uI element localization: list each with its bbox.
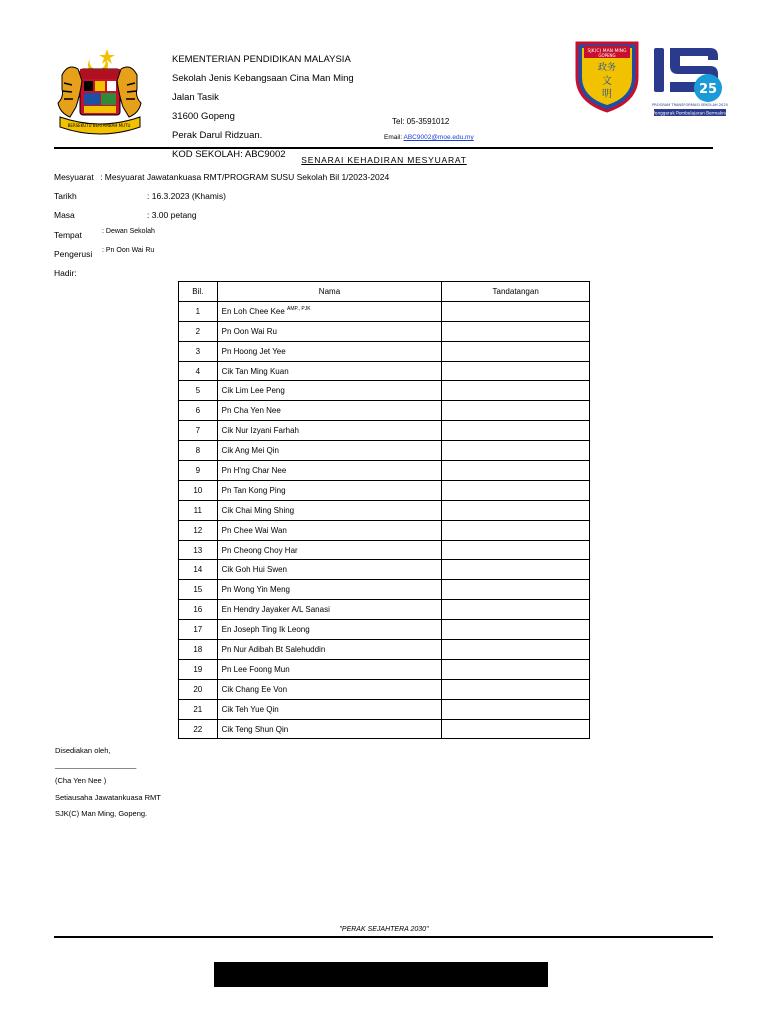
svg-text:PROGRAM TRANSFORMASI SEKOLAH 2: PROGRAM TRANSFORMASI SEKOLAH 2025 xyxy=(652,103,728,107)
attendee-name-cell xyxy=(217,341,442,361)
attendee-name: Pn H'ng Char Nee xyxy=(221,465,287,475)
redaction-bar xyxy=(214,962,548,987)
header-name: Nama xyxy=(217,282,442,302)
table-row xyxy=(179,321,590,341)
attendee-name: En Loh Chee Kee xyxy=(221,307,285,317)
table-row xyxy=(179,600,590,620)
table-row xyxy=(179,500,590,520)
row-number: 12 xyxy=(179,520,218,540)
ts25-logo xyxy=(650,40,730,118)
attendee-name-cell xyxy=(217,679,442,699)
signature-cell[interactable] xyxy=(442,679,590,699)
signature-cell[interactable] xyxy=(442,361,590,381)
signature-cell[interactable] xyxy=(442,401,590,421)
attendee-name-cell xyxy=(217,719,442,739)
time-label: Masa xyxy=(54,210,75,220)
table-row xyxy=(179,401,590,421)
row-number: 14 xyxy=(179,560,218,580)
svg-text:文: 文 xyxy=(602,76,612,87)
attendee-name: Cik Teh Yue Qin xyxy=(221,704,279,714)
meeting-label: Mesyuarat xyxy=(54,172,94,182)
signature-cell[interactable] xyxy=(442,580,590,600)
signature-cell[interactable] xyxy=(442,640,590,660)
attendee-name-cell xyxy=(217,500,442,520)
attendee-name: Pn Hoong Jet Yee xyxy=(221,346,286,356)
row-number: 1 xyxy=(179,301,218,321)
prepared-by: Disediakan oleh, xyxy=(55,746,111,755)
time-value: : 3.00 petang xyxy=(147,210,197,220)
table-row xyxy=(179,640,590,660)
date-value: : 16.3.2023 (Khamis) xyxy=(147,191,226,201)
table-row xyxy=(179,341,590,361)
attendee-name: Pn Cha Yen Nee xyxy=(221,406,281,416)
signature-cell[interactable] xyxy=(442,620,590,640)
attendee-name: Pn Wong Yin Meng xyxy=(221,585,290,595)
svg-text:明: 明 xyxy=(602,89,612,100)
row-number: 3 xyxy=(179,341,218,361)
email-line xyxy=(384,134,474,141)
signature-cell[interactable] xyxy=(442,341,590,361)
document-title xyxy=(0,155,768,165)
table-row xyxy=(179,719,590,739)
row-number: 19 xyxy=(179,659,218,679)
attendee-name-cell xyxy=(217,640,442,660)
email-label: Email: xyxy=(384,134,403,141)
row-number: 15 xyxy=(179,580,218,600)
state-name: Perak Darul Ridzuan. xyxy=(172,130,263,141)
signature-cell[interactable] xyxy=(442,500,590,520)
table-row xyxy=(179,520,590,540)
attendee-name-cell xyxy=(217,401,442,421)
attendance-table xyxy=(178,281,590,739)
table-row xyxy=(179,580,590,600)
table-row xyxy=(179,659,590,679)
malaysia-coat-of-arms-logo xyxy=(52,45,147,137)
table-row xyxy=(179,560,590,580)
present-label: Hadir: xyxy=(54,268,77,278)
attendee-name-cell xyxy=(217,441,442,461)
table-row xyxy=(179,441,590,461)
school-crest-logo xyxy=(574,40,640,114)
header-signature: Tandatangan xyxy=(442,282,590,302)
attendee-name: Pn Nur Adibah Bt Salehuddin xyxy=(221,644,326,654)
header-number: Bil. xyxy=(179,282,218,302)
table-header-row xyxy=(179,282,590,302)
row-number: 8 xyxy=(179,441,218,461)
attendee-name: Cik Tan Ming Kuan xyxy=(221,366,289,376)
row-number: 5 xyxy=(179,381,218,401)
attendee-name-cell xyxy=(217,381,442,401)
row-number: 20 xyxy=(179,679,218,699)
attendee-name: Cik Goh Hui Swen xyxy=(221,565,287,575)
attendee-name-cell xyxy=(217,321,442,341)
signature-cell[interactable] xyxy=(442,441,590,461)
signature-cell[interactable] xyxy=(442,600,590,620)
attendee-name-cell xyxy=(217,301,442,321)
attendee-name-cell xyxy=(217,461,442,481)
motto: "PERAK SEJAHTERA 2030" xyxy=(339,926,429,933)
row-number: 18 xyxy=(179,640,218,660)
signature-line: ______________________ xyxy=(55,760,136,769)
row-number: 4 xyxy=(179,361,218,381)
place-label: Tempat xyxy=(54,230,82,240)
chair-label: Pengerusi xyxy=(54,249,93,259)
preparer-name: (Cha Yen Nee ) xyxy=(55,776,107,785)
preparer-role: Setiausaha Jawatankuasa RMT xyxy=(55,793,161,802)
attendee-name: Pn Cheong Choy Har xyxy=(221,545,298,555)
attendee-name: Cik Nur Izyani Farhah xyxy=(221,426,299,436)
signature-cell[interactable] xyxy=(442,540,590,560)
attendee-honorific: AMP., PJK xyxy=(287,306,311,313)
footer-divider xyxy=(54,936,713,938)
row-number: 10 xyxy=(179,480,218,500)
row-number: 9 xyxy=(179,461,218,481)
row-number: 16 xyxy=(179,600,218,620)
signature-cell[interactable] xyxy=(442,719,590,739)
attendee-name: Cik Chai Ming Shing xyxy=(221,505,295,515)
svg-text:SJK(C) MAN MING: SJK(C) MAN MING xyxy=(587,49,627,54)
school-name: Sekolah Jenis Kebangsaan Cina Man Ming xyxy=(172,73,354,84)
table-row xyxy=(179,301,590,321)
school-code: KOD SEKOLAH: ABC9002 xyxy=(172,149,286,160)
street-address: Jalan Tasik xyxy=(172,92,219,103)
header-divider xyxy=(54,147,713,149)
meeting-value: : Mesyuarat Jawatankuasa RMT/PROGRAM SUSU Sekolah Bil 1/2023-2024 xyxy=(100,172,390,182)
signature-cell[interactable] xyxy=(442,520,590,540)
table-row xyxy=(179,540,590,560)
attendance-rows xyxy=(179,301,590,739)
table-row xyxy=(179,461,590,481)
attendee-name: Cik Ang Mei Qin xyxy=(221,446,279,456)
attendee-name-cell xyxy=(217,699,442,719)
table-row xyxy=(179,421,590,441)
attendee-name: En Hendry Jayaker A/L Sanasi xyxy=(221,605,330,615)
postcode-city: 31600 Gopeng xyxy=(172,111,235,122)
signature-cell[interactable] xyxy=(442,560,590,580)
svg-text:25: 25 xyxy=(698,82,718,97)
attendee-name: Pn Chee Wai Wan xyxy=(221,525,287,535)
meeting-row xyxy=(54,172,389,182)
table-row xyxy=(179,480,590,500)
signature-cell[interactable] xyxy=(442,461,590,481)
row-number: 7 xyxy=(179,421,218,441)
signature-cell[interactable] xyxy=(442,480,590,500)
attendee-name-cell xyxy=(217,540,442,560)
telephone: Tel: 05-3591012 xyxy=(392,117,450,126)
chair-value: : Pn Oon Wai Ru xyxy=(102,247,155,254)
svg-text:BERSEKUTU BERTAMBAH MUTU: BERSEKUTU BERTAMBAH MUTU xyxy=(67,123,131,128)
attendee-name: Cik Chang Ee Von xyxy=(221,684,288,694)
signature-cell[interactable] xyxy=(442,421,590,441)
svg-text:政务: 政务 xyxy=(597,63,617,73)
date-label: Tarikh xyxy=(54,191,77,201)
row-number: 11 xyxy=(179,500,218,520)
table-row xyxy=(179,361,590,381)
attendee-name-cell xyxy=(217,560,442,580)
row-number: 17 xyxy=(179,620,218,640)
signature-cell[interactable] xyxy=(442,699,590,719)
place-value: : Dewan Sekolah xyxy=(102,228,155,235)
table-row xyxy=(179,699,590,719)
attendee-name: Cik Lim Lee Peng xyxy=(221,386,285,396)
attendee-name: Pn Lee Foong Mun xyxy=(221,664,290,674)
ministry-name: KEMENTERIAN PENDIDIKAN MALAYSIA xyxy=(172,54,351,65)
row-number: 6 xyxy=(179,401,218,421)
attendee-name: En Joseph Ting Ik Leong xyxy=(221,625,310,635)
attendee-name: Cik Teng Shun Qin xyxy=(221,724,289,734)
signature-cell[interactable] xyxy=(442,659,590,679)
document-title-text: SENARAI KEHADIRAN MESYUARAT xyxy=(301,155,467,165)
attendee-name-cell xyxy=(217,580,442,600)
svg-text:Penggerak Pembelajaran Bermakn: Penggerak Pembelajaran Bermakna xyxy=(652,110,728,116)
attendee-name: Pn Oon Wai Ru xyxy=(221,326,277,336)
signature-cell[interactable] xyxy=(442,321,590,341)
table-row xyxy=(179,381,590,401)
row-number: 13 xyxy=(179,540,218,560)
attendee-name-cell xyxy=(217,659,442,679)
attendee-name: Pn Tan Kong Ping xyxy=(221,485,286,495)
attendee-name-cell xyxy=(217,361,442,381)
attendee-name-cell xyxy=(217,620,442,640)
signature-cell[interactable] xyxy=(442,301,590,321)
attendee-name-cell xyxy=(217,480,442,500)
attendee-name-cell xyxy=(217,600,442,620)
row-number: 2 xyxy=(179,321,218,341)
table-row xyxy=(179,679,590,699)
svg-text:GOPENG: GOPENG xyxy=(598,53,616,58)
email-link[interactable]: ABC9002@moe.edu.my xyxy=(403,134,474,141)
table-row xyxy=(179,620,590,640)
signature-cell[interactable] xyxy=(442,381,590,401)
attendee-name-cell xyxy=(217,421,442,441)
preparer-school: SJK(C) Man Ming, Gopeng. xyxy=(55,809,148,818)
attendee-name-cell xyxy=(217,520,442,540)
row-number: 21 xyxy=(179,699,218,719)
row-number: 22 xyxy=(179,719,218,739)
